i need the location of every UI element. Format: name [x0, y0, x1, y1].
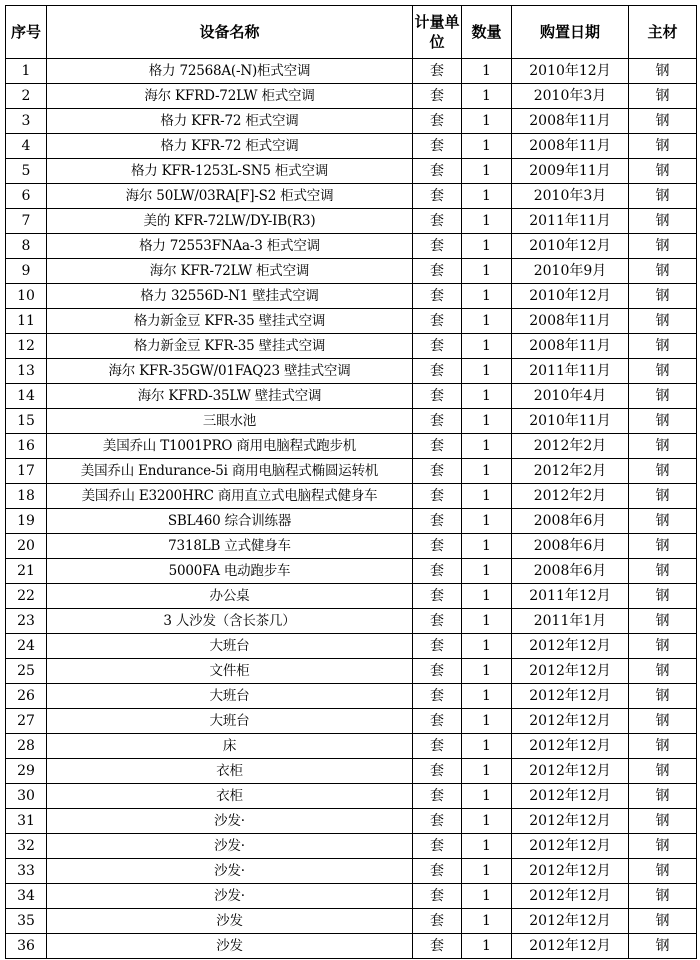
quantity-cell: 1	[462, 684, 512, 709]
purchase-date-cell: 2012年12月	[512, 859, 629, 884]
purchase-date-cell: 2008年11月	[512, 109, 629, 134]
quantity-cell: 1	[462, 609, 512, 634]
serial-number-cell: 5	[6, 159, 47, 184]
purchase-date-cell: 2011年11月	[512, 359, 629, 384]
table-row	[6, 334, 697, 359]
unit-cell: 套	[413, 609, 462, 634]
material-cell: 钢	[629, 884, 697, 909]
table-body	[6, 59, 697, 959]
quantity-cell: 1	[462, 784, 512, 809]
material-cell: 钢	[629, 434, 697, 459]
material-cell: 钢	[629, 59, 697, 84]
purchase-date-cell: 2012年12月	[512, 684, 629, 709]
equipment-name-cell: 沙发	[47, 909, 413, 934]
purchase-date-cell: 2011年1月	[512, 609, 629, 634]
quantity-cell: 1	[462, 709, 512, 734]
material-cell: 钢	[629, 684, 697, 709]
serial-number-cell: 13	[6, 359, 47, 384]
purchase-date-cell: 2009年11月	[512, 159, 629, 184]
purchase-date-cell: 2012年12月	[512, 634, 629, 659]
equipment-name-cell: 床	[47, 734, 413, 759]
table-row	[6, 259, 697, 284]
purchase-date-cell: 2011年11月	[512, 209, 629, 234]
table-row	[6, 284, 697, 309]
material-cell: 钢	[629, 309, 697, 334]
purchase-date-cell: 2008年6月	[512, 509, 629, 534]
unit-cell: 套	[413, 159, 462, 184]
serial-number-cell: 31	[6, 809, 47, 834]
quantity-cell: 1	[462, 334, 512, 359]
unit-cell: 套	[413, 934, 462, 959]
unit-cell: 套	[413, 184, 462, 209]
equipment-name-cell: 海尔 KFR-35GW/01FAQ23 壁挂式空调	[47, 359, 413, 384]
unit-cell: 套	[413, 309, 462, 334]
material-cell: 钢	[629, 784, 697, 809]
table-row	[6, 609, 697, 634]
table-row	[6, 759, 697, 784]
quantity-cell: 1	[462, 284, 512, 309]
unit-cell: 套	[413, 759, 462, 784]
unit-cell: 套	[413, 784, 462, 809]
material-cell: 钢	[629, 209, 697, 234]
equipment-name-cell: 海尔 KFRD-35LW 壁挂式空调	[47, 384, 413, 409]
serial-number-cell: 22	[6, 584, 47, 609]
material-cell: 钢	[629, 634, 697, 659]
purchase-date-cell: 2010年12月	[512, 59, 629, 84]
material-cell: 钢	[629, 334, 697, 359]
table-row	[6, 784, 697, 809]
material-cell: 钢	[629, 259, 697, 284]
purchase-date-cell: 2012年12月	[512, 759, 629, 784]
material-cell: 钢	[629, 84, 697, 109]
unit-cell: 套	[413, 334, 462, 359]
unit-cell: 套	[413, 409, 462, 434]
purchase-date-cell: 2010年11月	[512, 409, 629, 434]
equipment-name-cell: 三眼水池	[47, 409, 413, 434]
quantity-cell: 1	[462, 759, 512, 784]
quantity-cell: 1	[462, 884, 512, 909]
material-cell: 钢	[629, 184, 697, 209]
table-row	[6, 859, 697, 884]
unit-cell: 套	[413, 384, 462, 409]
unit-cell: 套	[413, 234, 462, 259]
serial-number-cell: 24	[6, 634, 47, 659]
material-cell: 钢	[629, 859, 697, 884]
material-cell: 钢	[629, 409, 697, 434]
equipment-name-cell: 大班台	[47, 634, 413, 659]
quantity-cell: 1	[462, 159, 512, 184]
equipment-name-cell: 格力 72553FNAa-3 柜式空调	[47, 234, 413, 259]
equipment-name-cell: 办公桌	[47, 584, 413, 609]
table-row	[6, 534, 697, 559]
quantity-cell: 1	[462, 809, 512, 834]
serial-number-cell: 17	[6, 459, 47, 484]
material-cell: 钢	[629, 284, 697, 309]
equipment-name-cell: 格力 32556D-N1 壁挂式空调	[47, 284, 413, 309]
purchase-date-cell: 2008年11月	[512, 134, 629, 159]
table-row	[6, 634, 697, 659]
quantity-cell: 1	[462, 909, 512, 934]
unit-cell: 套	[413, 859, 462, 884]
equipment-name-cell: 5000FA 电动跑步车	[47, 559, 413, 584]
header-equipment-name: 设备名称	[47, 6, 413, 59]
serial-number-cell: 32	[6, 834, 47, 859]
equipment-name-cell: 格力 KFR-72 柜式空调	[47, 134, 413, 159]
serial-number-cell: 35	[6, 909, 47, 934]
purchase-date-cell: 2012年12月	[512, 659, 629, 684]
header-unit: 计量单位	[413, 6, 462, 59]
material-cell: 钢	[629, 534, 697, 559]
quantity-cell: 1	[462, 559, 512, 584]
unit-cell: 套	[413, 359, 462, 384]
table-row	[6, 934, 697, 959]
quantity-cell: 1	[462, 509, 512, 534]
quantity-cell: 1	[462, 384, 512, 409]
equipment-name-cell: 美的 KFR-72LW/DY-IB(R3)	[47, 209, 413, 234]
table-row	[6, 234, 697, 259]
serial-number-cell: 19	[6, 509, 47, 534]
purchase-date-cell: 2012年12月	[512, 834, 629, 859]
unit-cell: 套	[413, 709, 462, 734]
material-cell: 钢	[629, 709, 697, 734]
serial-number-cell: 15	[6, 409, 47, 434]
equipment-name-cell: 海尔 50LW/03RA[F]-S2 柜式空调	[47, 184, 413, 209]
serial-number-cell: 4	[6, 134, 47, 159]
equipment-table	[5, 5, 697, 959]
material-cell: 钢	[629, 909, 697, 934]
material-cell: 钢	[629, 509, 697, 534]
unit-cell: 套	[413, 809, 462, 834]
equipment-name-cell: 格力 KFR-1253L-SN5 柜式空调	[47, 159, 413, 184]
serial-number-cell: 8	[6, 234, 47, 259]
quantity-cell: 1	[462, 659, 512, 684]
table-row	[6, 59, 697, 84]
material-cell: 钢	[629, 359, 697, 384]
equipment-name-cell: 7318LB 立式健身车	[47, 534, 413, 559]
quantity-cell: 1	[462, 134, 512, 159]
equipment-name-cell: 海尔 KFRD-72LW 柜式空调	[47, 84, 413, 109]
quantity-cell: 1	[462, 259, 512, 284]
header-serial-number: 序号	[6, 6, 47, 59]
table-row	[6, 409, 697, 434]
unit-cell: 套	[413, 259, 462, 284]
serial-number-cell: 2	[6, 84, 47, 109]
table-row	[6, 184, 697, 209]
quantity-cell: 1	[462, 934, 512, 959]
quantity-cell: 1	[462, 184, 512, 209]
header-purchase-date: 购置日期	[512, 6, 629, 59]
purchase-date-cell: 2010年3月	[512, 84, 629, 109]
material-cell: 钢	[629, 109, 697, 134]
serial-number-cell: 29	[6, 759, 47, 784]
serial-number-cell: 30	[6, 784, 47, 809]
table-row	[6, 684, 697, 709]
material-cell: 钢	[629, 484, 697, 509]
purchase-date-cell: 2012年12月	[512, 809, 629, 834]
quantity-cell: 1	[462, 409, 512, 434]
unit-cell: 套	[413, 284, 462, 309]
equipment-name-cell: 文件柜	[47, 659, 413, 684]
unit-cell: 套	[413, 559, 462, 584]
unit-cell: 套	[413, 84, 462, 109]
serial-number-cell: 14	[6, 384, 47, 409]
serial-number-cell: 18	[6, 484, 47, 509]
header-row	[6, 6, 697, 59]
equipment-name-cell: 沙发·	[47, 884, 413, 909]
unit-cell: 套	[413, 209, 462, 234]
table-row	[6, 309, 697, 334]
quantity-cell: 1	[462, 534, 512, 559]
quantity-cell: 1	[462, 84, 512, 109]
equipment-name-cell: 衣柜	[47, 759, 413, 784]
table-row	[6, 359, 697, 384]
material-cell: 钢	[629, 934, 697, 959]
purchase-date-cell: 2012年12月	[512, 784, 629, 809]
serial-number-cell: 26	[6, 684, 47, 709]
quantity-cell: 1	[462, 859, 512, 884]
table-row	[6, 709, 697, 734]
equipment-name-cell: 3 人沙发（含长茶几）	[47, 609, 413, 634]
equipment-name-cell: SBL460 综合训练器	[47, 509, 413, 534]
unit-cell: 套	[413, 909, 462, 934]
header-material: 主材	[629, 6, 697, 59]
serial-number-cell: 21	[6, 559, 47, 584]
table-row	[6, 384, 697, 409]
table-row	[6, 884, 697, 909]
purchase-date-cell: 2012年12月	[512, 909, 629, 934]
unit-cell: 套	[413, 734, 462, 759]
purchase-date-cell: 2010年4月	[512, 384, 629, 409]
equipment-name-cell: 海尔 KFR-72LW 柜式空调	[47, 259, 413, 284]
unit-cell: 套	[413, 434, 462, 459]
quantity-cell: 1	[462, 834, 512, 859]
purchase-date-cell: 2008年11月	[512, 309, 629, 334]
serial-number-cell: 33	[6, 859, 47, 884]
equipment-name-cell: 格力新金豆 KFR-35 壁挂式空调	[47, 334, 413, 359]
serial-number-cell: 12	[6, 334, 47, 359]
serial-number-cell: 28	[6, 734, 47, 759]
equipment-name-cell: 格力 KFR-72 柜式空调	[47, 109, 413, 134]
quantity-cell: 1	[462, 734, 512, 759]
material-cell: 钢	[629, 609, 697, 634]
quantity-cell: 1	[462, 434, 512, 459]
material-cell: 钢	[629, 759, 697, 784]
equipment-name-cell: 沙发	[47, 934, 413, 959]
equipment-name-cell: 格力新金豆 KFR-35 壁挂式空调	[47, 309, 413, 334]
table-row	[6, 484, 697, 509]
material-cell: 钢	[629, 559, 697, 584]
material-cell: 钢	[629, 584, 697, 609]
unit-cell: 套	[413, 684, 462, 709]
unit-cell: 套	[413, 109, 462, 134]
equipment-name-cell: 沙发·	[47, 834, 413, 859]
equipment-name-cell: 格力 72568A(-N)柜式空调	[47, 59, 413, 84]
table-row	[6, 159, 697, 184]
quantity-cell: 1	[462, 484, 512, 509]
purchase-date-cell: 2012年12月	[512, 934, 629, 959]
purchase-date-cell: 2012年12月	[512, 709, 629, 734]
table-row	[6, 209, 697, 234]
serial-number-cell: 1	[6, 59, 47, 84]
quantity-cell: 1	[462, 459, 512, 484]
purchase-date-cell: 2010年3月	[512, 184, 629, 209]
material-cell: 钢	[629, 809, 697, 834]
header-quantity: 数量	[462, 6, 512, 59]
material-cell: 钢	[629, 834, 697, 859]
serial-number-cell: 20	[6, 534, 47, 559]
quantity-cell: 1	[462, 209, 512, 234]
purchase-date-cell: 2012年12月	[512, 734, 629, 759]
table-row	[6, 559, 697, 584]
serial-number-cell: 23	[6, 609, 47, 634]
quantity-cell: 1	[462, 359, 512, 384]
equipment-name-cell: 美国乔山 E3200HRC 商用直立式电脑程式健身车	[47, 484, 413, 509]
equipment-name-cell: 美国乔山 Endurance-5i 商用电脑程式椭圆运转机	[47, 459, 413, 484]
purchase-date-cell: 2008年11月	[512, 334, 629, 359]
purchase-date-cell: 2008年6月	[512, 534, 629, 559]
table-row	[6, 809, 697, 834]
table-row	[6, 584, 697, 609]
unit-cell: 套	[413, 584, 462, 609]
unit-cell: 套	[413, 659, 462, 684]
serial-number-cell: 27	[6, 709, 47, 734]
equipment-name-cell: 大班台	[47, 709, 413, 734]
quantity-cell: 1	[462, 59, 512, 84]
table-row	[6, 434, 697, 459]
equipment-name-cell: 衣柜	[47, 784, 413, 809]
serial-number-cell: 7	[6, 209, 47, 234]
serial-number-cell: 34	[6, 884, 47, 909]
unit-cell: 套	[413, 509, 462, 534]
purchase-date-cell: 2008年6月	[512, 559, 629, 584]
purchase-date-cell: 2010年12月	[512, 284, 629, 309]
serial-number-cell: 36	[6, 934, 47, 959]
serial-number-cell: 25	[6, 659, 47, 684]
table-row	[6, 909, 697, 934]
purchase-date-cell: 2010年12月	[512, 234, 629, 259]
table-row	[6, 834, 697, 859]
equipment-name-cell: 沙发·	[47, 859, 413, 884]
purchase-date-cell: 2012年2月	[512, 434, 629, 459]
quantity-cell: 1	[462, 584, 512, 609]
serial-number-cell: 11	[6, 309, 47, 334]
table-row	[6, 509, 697, 534]
equipment-name-cell: 沙发·	[47, 809, 413, 834]
unit-cell: 套	[413, 834, 462, 859]
table-row	[6, 134, 697, 159]
purchase-date-cell: 2010年9月	[512, 259, 629, 284]
equipment-name-cell: 美国乔山 T1001PRO 商用电脑程式跑步机	[47, 434, 413, 459]
table-row	[6, 109, 697, 134]
table-row	[6, 734, 697, 759]
serial-number-cell: 16	[6, 434, 47, 459]
table-row	[6, 459, 697, 484]
material-cell: 钢	[629, 659, 697, 684]
table-row	[6, 84, 697, 109]
material-cell: 钢	[629, 159, 697, 184]
quantity-cell: 1	[462, 309, 512, 334]
table-header	[6, 6, 697, 59]
unit-cell: 套	[413, 59, 462, 84]
serial-number-cell: 9	[6, 259, 47, 284]
unit-cell: 套	[413, 884, 462, 909]
equipment-name-cell: 大班台	[47, 684, 413, 709]
material-cell: 钢	[629, 234, 697, 259]
material-cell: 钢	[629, 384, 697, 409]
unit-cell: 套	[413, 484, 462, 509]
purchase-date-cell: 2011年12月	[512, 584, 629, 609]
serial-number-cell: 6	[6, 184, 47, 209]
quantity-cell: 1	[462, 109, 512, 134]
purchase-date-cell: 2012年2月	[512, 484, 629, 509]
material-cell: 钢	[629, 134, 697, 159]
material-cell: 钢	[629, 459, 697, 484]
unit-cell: 套	[413, 634, 462, 659]
serial-number-cell: 3	[6, 109, 47, 134]
unit-cell: 套	[413, 534, 462, 559]
purchase-date-cell: 2012年12月	[512, 884, 629, 909]
serial-number-cell: 10	[6, 284, 47, 309]
quantity-cell: 1	[462, 634, 512, 659]
unit-cell: 套	[413, 459, 462, 484]
purchase-date-cell: 2012年2月	[512, 459, 629, 484]
table-row	[6, 659, 697, 684]
material-cell: 钢	[629, 734, 697, 759]
unit-cell: 套	[413, 134, 462, 159]
quantity-cell: 1	[462, 234, 512, 259]
